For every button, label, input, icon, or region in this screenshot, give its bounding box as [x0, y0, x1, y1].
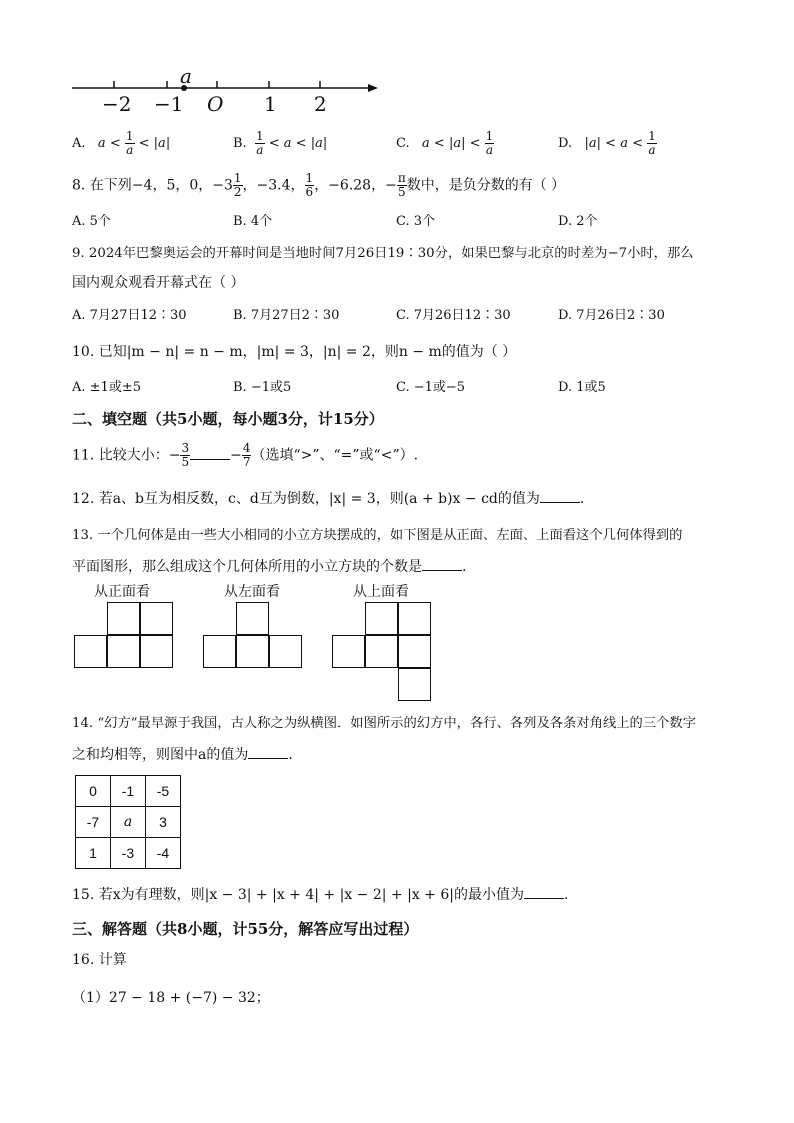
question-16-part1: （1）27 − 18 + (−7) − 32；: [72, 990, 270, 1006]
magic-cell: -7: [76, 807, 111, 838]
question-8: 8. 在下列−4，5，0，−3 $\frac{1}{2}$ ，−3.4̇， $\frac{1}{6}$ ，−6.28，− $\frac{\pi}{5}$ 数中，是负分数的有（ ）: [72, 171, 566, 199]
answer-blank[interactable]: [540, 488, 580, 503]
answer-blank[interactable]: [190, 445, 230, 460]
q10-option-b[interactable]: B. −1或5: [233, 380, 292, 395]
question-11: 11. 比较大小：− $\frac{3}{5}$ − $\frac{4}{7}$ （选填“>”、“=”或“<”）.: [72, 441, 419, 469]
question-13-line1: 13. 一个几何体是由一些大小相同的小立方块摆成的，如下图是从正面、左面、上面看这个几何体得到的: [72, 528, 683, 543]
question-15: 15. 若x为有理数，则|x − 3| + |x + 4| + |x − 2| + |x + 6|的最小值为 .: [72, 884, 568, 905]
q7-option-b[interactable]: B. $\frac{1}{a}$ < a < |a|: [233, 129, 328, 157]
answer-blank[interactable]: [422, 556, 462, 571]
magic-cell-a: a: [111, 807, 146, 838]
question-14-line1: 14. “幻方”最早源于我国，古人称之为纵横图．如图所示的幻方中，各行、各列及各条对角线上的三个数字: [72, 716, 697, 731]
question-9-line1: 9. 2024年巴黎奥运会的开幕时间是当地时间7月26日19∶30分，如果巴黎与北京的时差为−7小时，那么: [72, 246, 694, 261]
magic-cell: 1: [76, 838, 111, 869]
q8-option-a[interactable]: A. 5个: [72, 214, 111, 229]
tick-label: 2: [314, 92, 327, 116]
magic-cell: -5: [146, 776, 181, 807]
magic-cell: -1: [111, 776, 146, 807]
q9-option-b[interactable]: B. 7月27日2∶30: [233, 308, 340, 323]
q9-option-a[interactable]: A. 7月27日12∶30: [72, 308, 187, 323]
question-16-title: 16. 计算: [72, 952, 127, 968]
q8-option-d[interactable]: D. 2个: [558, 214, 598, 229]
q7-option-a[interactable]: A. a < $\frac{1}{a}$ < |a|: [72, 129, 171, 157]
answer-blank[interactable]: [524, 884, 564, 899]
question-9-line2: 国内观众观看开幕式在（ ）: [72, 275, 245, 291]
q8-option-c[interactable]: C. 3个: [396, 214, 436, 229]
q10-option-d[interactable]: D. 1或5: [558, 380, 606, 395]
q8-option-b[interactable]: B. 4个: [233, 214, 273, 229]
question-12: 12. 若a、b互为相反数，c、d互为倒数，|x| = 3，则(a + b)x − cd的值为 .: [72, 488, 584, 509]
question-13-line2: 平面图形，那么组成这个几何体所用的小立方块的个数是 .: [72, 556, 466, 577]
q7-option-d[interactable]: D. |a| < a < $\frac{1}{a}$: [558, 129, 656, 157]
magic-cell: -4: [146, 838, 181, 869]
section-2-heading: 二、填空题（共5小题，每小题3分，计15分）: [72, 410, 384, 428]
top-view-label: 从上面看: [353, 584, 409, 600]
tick-label: −1: [154, 92, 184, 116]
tick-label: 1: [264, 92, 277, 116]
tick-label-origin: O: [207, 92, 224, 116]
section-3-heading: 三、解答题（共8小题，计55分，解答应写出过程）: [72, 920, 419, 938]
q7-option-c[interactable]: C. a < |a| < $\frac{1}{a}$: [396, 129, 494, 157]
point-a-label: a: [180, 64, 192, 88]
q10-option-a[interactable]: A. ±1或±5: [72, 380, 141, 395]
question-10: 10. 已知|m − n| = n − m，|m| = 3，|n| = 2，则n − m的值为（ ）: [72, 344, 517, 360]
question-14-line2: 之和均相等，则图中a的值为 .: [72, 744, 293, 765]
magic-cell: 0: [76, 776, 111, 807]
left-view-label: 从左面看: [224, 584, 280, 600]
magic-square: [75, 775, 181, 869]
magic-cell: 3: [146, 807, 181, 838]
tick-label: −2: [102, 92, 132, 116]
q9-option-d[interactable]: D. 7月26日2∶30: [558, 308, 665, 323]
front-view-label: 从正面看: [94, 584, 150, 600]
answer-blank[interactable]: [248, 744, 288, 759]
q10-option-c[interactable]: C. −1或−5: [396, 380, 466, 395]
magic-cell: -3: [111, 838, 146, 869]
q9-option-c[interactable]: C. 7月26日12∶30: [396, 308, 511, 323]
